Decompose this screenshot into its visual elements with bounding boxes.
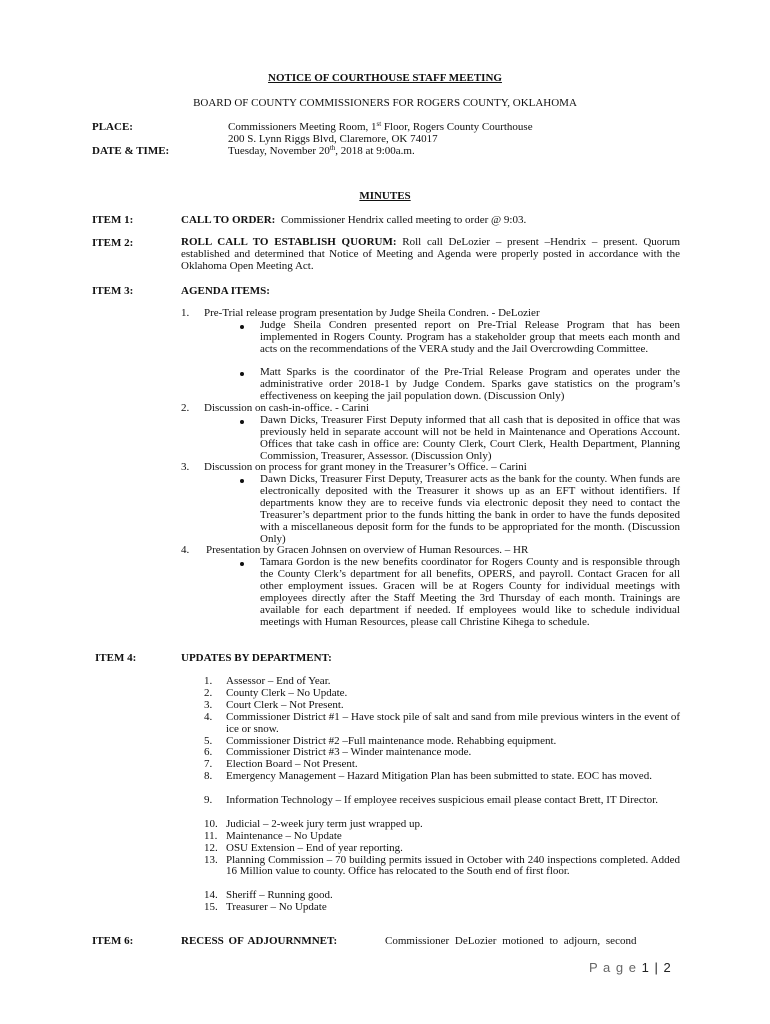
datetime-label: DATE & TIME: (92, 145, 170, 157)
page-footer: P a g e 1 | 2 (589, 960, 672, 975)
update-item: Maintenance – No Update (226, 829, 342, 842)
place-line-1: Commissioners Meeting Room, 1st Floor, Rogers County Courthouse (228, 120, 533, 133)
update-item: Assessor – End of Year. (226, 675, 331, 687)
agenda-number: 3. (181, 461, 190, 473)
update-item: Commissioner District #3 – Winder maintenance mode. (226, 746, 472, 759)
update-item: Emergency Management – Hazard Mitigation Plan has been submitted to state. EOC has moved. (226, 770, 652, 783)
update-number: 8. (204, 770, 213, 783)
agenda-bullet-text: Dawn Dicks, Treasurer First Deputy informed that all cash that is deposited in office that was previously held in separate account will not be held in Maintenance and Operations Account. Offices that take cash in office are: County Clerk, Court Clerk, Health Department, Planning Commission, Treasurer, Assessor. (Discussion Only) (260, 414, 680, 462)
update-number: 6. (204, 746, 213, 759)
item6-text: Commissioner DeLozier motioned to adjourn, second (385, 935, 637, 947)
update-number: 3. (204, 698, 213, 711)
update-number: 4. (204, 710, 213, 723)
update-number: 9. (204, 794, 213, 806)
item6-label: ITEM 6: (92, 935, 134, 947)
update-item: Election Board – Not Present. (226, 758, 358, 771)
update-number: 2. (204, 686, 213, 699)
update-item: Court Clerk – Not Present. (226, 698, 344, 711)
item6-heading: RECESS OF ADJOURNMNET: (181, 935, 338, 947)
board-subtitle: BOARD OF COUNTY COMMISSIONERS FOR ROGERS COUNTY, OKLAHOMA (193, 97, 577, 109)
agenda-bullet-text: Matt Sparks is the coordinator of the Pre-Trial Release Program and operates under the administrative order 2018-1 by Judge Condem. Sparks gave statistics on the program’s effectiveness on keeping the jail population down. (Discussion Only) (260, 366, 680, 402)
agenda-number: 2. (181, 402, 190, 414)
item3-heading: AGENDA ITEMS: (181, 285, 270, 297)
agenda-title: Discussion on cash-in-office. - Carini (204, 402, 370, 414)
agenda-title: Presentation by Gracen Johnsen on overview of Human Resources. – HR (206, 544, 529, 556)
bullet-icon (240, 372, 244, 376)
update-number: 10. (204, 817, 218, 830)
agenda-bullet-text: Dawn Dicks, Treasurer First Deputy, Treasurer acts as the bank for the county. When funds are electronically deposited with the Treasurer it shows up as an EFT without identifiers. If departments know they are to receive funds via electronic deposit they need to contact the Treasurer’s department prior to the funds hitting the bank in order to have the funds deposited with a miscellaneous deposit form for the funds to be appropriated for the month. (Discussion Only) (260, 473, 680, 545)
update-item: Planning Commission – 70 building permits issued in October with 240 inspections completed. Added 16 Million value to county. Office has relocated to the South end of first floor. (226, 853, 680, 878)
update-item: Treasurer – No Update (226, 901, 327, 914)
update-number: 5. (204, 734, 213, 747)
item4-heading: UPDATES BY DEPARTMENT: (181, 652, 332, 664)
notice-title: NOTICE OF COURTHOUSE STAFF MEETING (268, 72, 502, 84)
item1-label: ITEM 1: (92, 214, 134, 226)
update-item: OSU Extension – End of year reporting. (226, 841, 403, 854)
minutes-heading: MINUTES (359, 190, 411, 202)
update-item: Judicial – 2-week jury term just wrapped up. (226, 817, 423, 830)
update-item: Commissioner District #2 –Full maintenance mode. Rehabbing equipment. (226, 734, 557, 747)
bullet-icon (240, 562, 244, 566)
update-item: County Clerk – No Update. (226, 686, 348, 699)
item2-label: ITEM 2: (92, 237, 134, 249)
update-number: 11. (204, 829, 218, 842)
place-label: PLACE: (92, 121, 133, 133)
bullet-icon (240, 479, 244, 483)
bullet-icon (240, 420, 244, 424)
update-number: 12. (204, 841, 218, 854)
update-number: 13. (204, 853, 218, 866)
agenda-title: Pre-Trial release program presentation by Judge Sheila Condren. - DeLozier (204, 307, 540, 319)
update-item: Information Technology – If employee receives suspicious email please contact Brett, IT Director. (226, 794, 658, 806)
agenda-bullet-text: Judge Sheila Condren presented report on Pre-Trial Release Program that has been implemented in Rogers County. Program has a stakeholder group that meets each month and acts on the recommendations of the VERA study and the Jail Overcrowding Committee. (260, 319, 680, 355)
place-line-2: 200 S. Lynn Riggs Blvd, Claremore, OK 74017 (228, 133, 438, 145)
update-number: 1. (204, 675, 213, 687)
agenda-number: 1. (181, 307, 190, 319)
update-number: 14. (204, 889, 218, 902)
item3-label: ITEM 3: (92, 285, 134, 297)
update-item: Commissioner District #1 – Have stock pile of salt and sand from mile previous winters in the event of ice or snow. (226, 710, 680, 735)
update-item: Sheriff – Running good. (226, 889, 333, 902)
agenda-number: 4. (181, 544, 190, 556)
item4-label: ITEM 4: (95, 652, 137, 664)
update-number: 15. (204, 901, 218, 914)
agenda-bullet-text: Tamara Gordon is the new benefits coordinator for Rogers County and is responsible through the County Clerk’s department for all benefits, OPERS, and payroll. Contact Gracen for all other employment issues. Gracen will be at Rogers County for individual meetings with employees directly after the Staff Meeting the 3rd Thursday of each month. Trainings are available for each department if needed. If employees would like to schedule individual meetings with Human Resources, please call Christine Kihega to schedule. (260, 556, 680, 628)
bullet-icon (240, 325, 244, 329)
agenda-title: Discussion on process for grant money in the Treasurer’s Office. – Carini (204, 461, 527, 473)
datetime-value: Tuesday, November 20th, 2018 at 9:00a.m. (228, 144, 415, 157)
item1-body: CALL TO ORDER: Commissioner Hendrix called meeting to order @ 9:03. (181, 214, 527, 226)
item2-body: ROLL CALL TO ESTABLISH QUORUM: Roll call DeLozier – present –Hendrix – present. Quorum established and determined that Notice of Meeting and Agenda were properly posted in accordance with the Oklahoma Open Meeting Act. (181, 236, 681, 272)
update-number: 7. (204, 758, 213, 771)
